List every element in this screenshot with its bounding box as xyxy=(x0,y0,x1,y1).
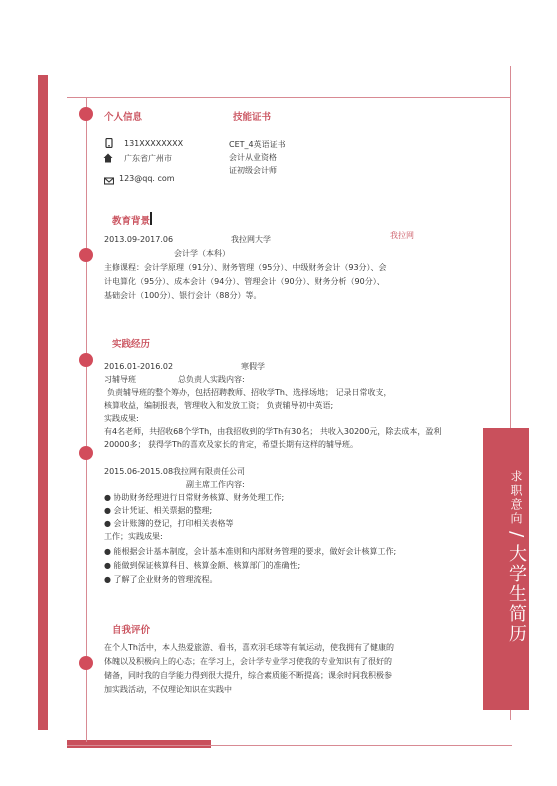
contact-phone: 131XXXXXXXX xyxy=(124,139,184,148)
skill-item: 证初级会计师 xyxy=(229,166,277,175)
bottom-border-line xyxy=(67,745,512,746)
education-courses-line: 主修课程：会计学原理（91分）、财务管理（95分）、中级财务会计（93分）、会 xyxy=(104,263,387,272)
job1-line: 实践成果: xyxy=(104,414,139,423)
home-icon xyxy=(103,153,113,163)
slash-separator: / xyxy=(506,531,527,540)
job2-period-company: 2015.06-2015.08我拉网有限责任公司 xyxy=(104,467,246,476)
phone-icon xyxy=(104,138,114,148)
self-eval-line: 储备，同时我的自学能力得到很大提升，综合素质能不断提高；课余时间我积极参 xyxy=(104,671,392,680)
job1-line: 负责辅导班的整个筹办，包括招聘教师、招收学Th、选择场地； 记录日常收支， xyxy=(107,388,392,397)
section-title-skills: 技能证书 xyxy=(233,112,272,123)
job2-line: ● 会计凭证、相关票据的整理; xyxy=(104,506,213,515)
job2-line: ● 协助财务经理进行日常财务核算、财务处理工作; xyxy=(104,493,285,502)
contact-location: 广东省广州市 xyxy=(124,154,172,163)
timeline-line xyxy=(86,97,87,742)
skill-item: CET_4英语证书 xyxy=(229,140,286,149)
education-school: 我拉网大学 xyxy=(231,235,271,244)
job1-line: 有4名老师，共招收68个学Th，由我招收到的学Th有30名； 共收入30200元，除去成本，盈利 xyxy=(104,427,442,436)
job2-line: ● 能根据会计基本制度，会计基本准则和内部财务管理的要求，做好会计核算工作; xyxy=(104,547,397,556)
job1-period: 2016.01-2016.02 xyxy=(104,362,174,371)
mail-icon xyxy=(104,176,114,186)
job2-line: ● 能做到保证核算科目、核算金额、核算部门的准确性; xyxy=(104,561,301,570)
timeline-dot-self-eval xyxy=(79,656,93,670)
section-title-self-eval: 自我评价 xyxy=(112,625,151,636)
self-eval-line: 体魄以及积极向上的心态；在学习上，会计学专业学习使我的专业知识有了很好的 xyxy=(104,657,392,666)
job-intention-panel xyxy=(483,428,529,710)
job1-line: 核算收益，编制报表，管理收入和发放工资； 负责辅导初中英语; xyxy=(104,401,334,410)
timeline-dot-personal xyxy=(79,107,93,121)
self-eval-line: 加实践活动，不仅理论知识在实践中 xyxy=(104,685,232,694)
watermark-text: 我拉网 xyxy=(390,231,414,240)
job1-role: 习辅导班 xyxy=(104,375,136,384)
job1-duty: 总负责人实践内容: xyxy=(178,375,245,384)
top-border-line xyxy=(67,97,511,98)
text-cursor xyxy=(150,212,152,225)
contact-email: 123@qq. com xyxy=(119,174,175,183)
job2-role: 副主席工作内容: xyxy=(186,480,245,489)
job2-line: ● 了解了企业财务的管理流程。 xyxy=(104,575,218,584)
job1-place: 寒假学 xyxy=(241,362,265,371)
education-major: 会计学（本科） xyxy=(174,249,230,258)
self-eval-line: 在个人Th活中，本人热爱旅游、看书，喜欢羽毛球等有氧运动，使我拥有了健康的 xyxy=(104,643,394,652)
job2-line: ● 会计账簿的登记，打印相关表格等 xyxy=(104,519,234,528)
bottom-accent-bar xyxy=(67,740,211,748)
education-courses-line: 基础会计（100分）、银行会计（88分）等。 xyxy=(104,291,262,300)
left-accent-bar xyxy=(38,75,48,730)
resume-title: 大学生简历 xyxy=(506,544,527,645)
section-title-practice: 实践经历 xyxy=(112,339,151,350)
timeline-dot-education xyxy=(79,248,93,262)
education-courses-line: 计电算化（95分）、成本会计（94分）、管理会计（90分）、财务分析（90分）、 xyxy=(104,277,385,286)
job-intention-text xyxy=(483,470,529,644)
skill-item: 会计从业资格 xyxy=(229,153,277,162)
job1-line: 20000多； 获得学Th的喜欢及家长的肯定，希望长期有这样的辅导班。 xyxy=(104,440,358,449)
education-period: 2013.09-2017.06 xyxy=(104,235,174,244)
section-title-personal-info: 个人信息 xyxy=(104,112,143,123)
job2-line: 工作；实践成果: xyxy=(104,532,163,541)
timeline-dot-practice xyxy=(79,353,93,367)
section-title-education: 教育背景 xyxy=(112,216,151,227)
timeline-dot-job2 xyxy=(79,446,93,460)
job-intention-label: 求职意向 xyxy=(509,470,523,526)
